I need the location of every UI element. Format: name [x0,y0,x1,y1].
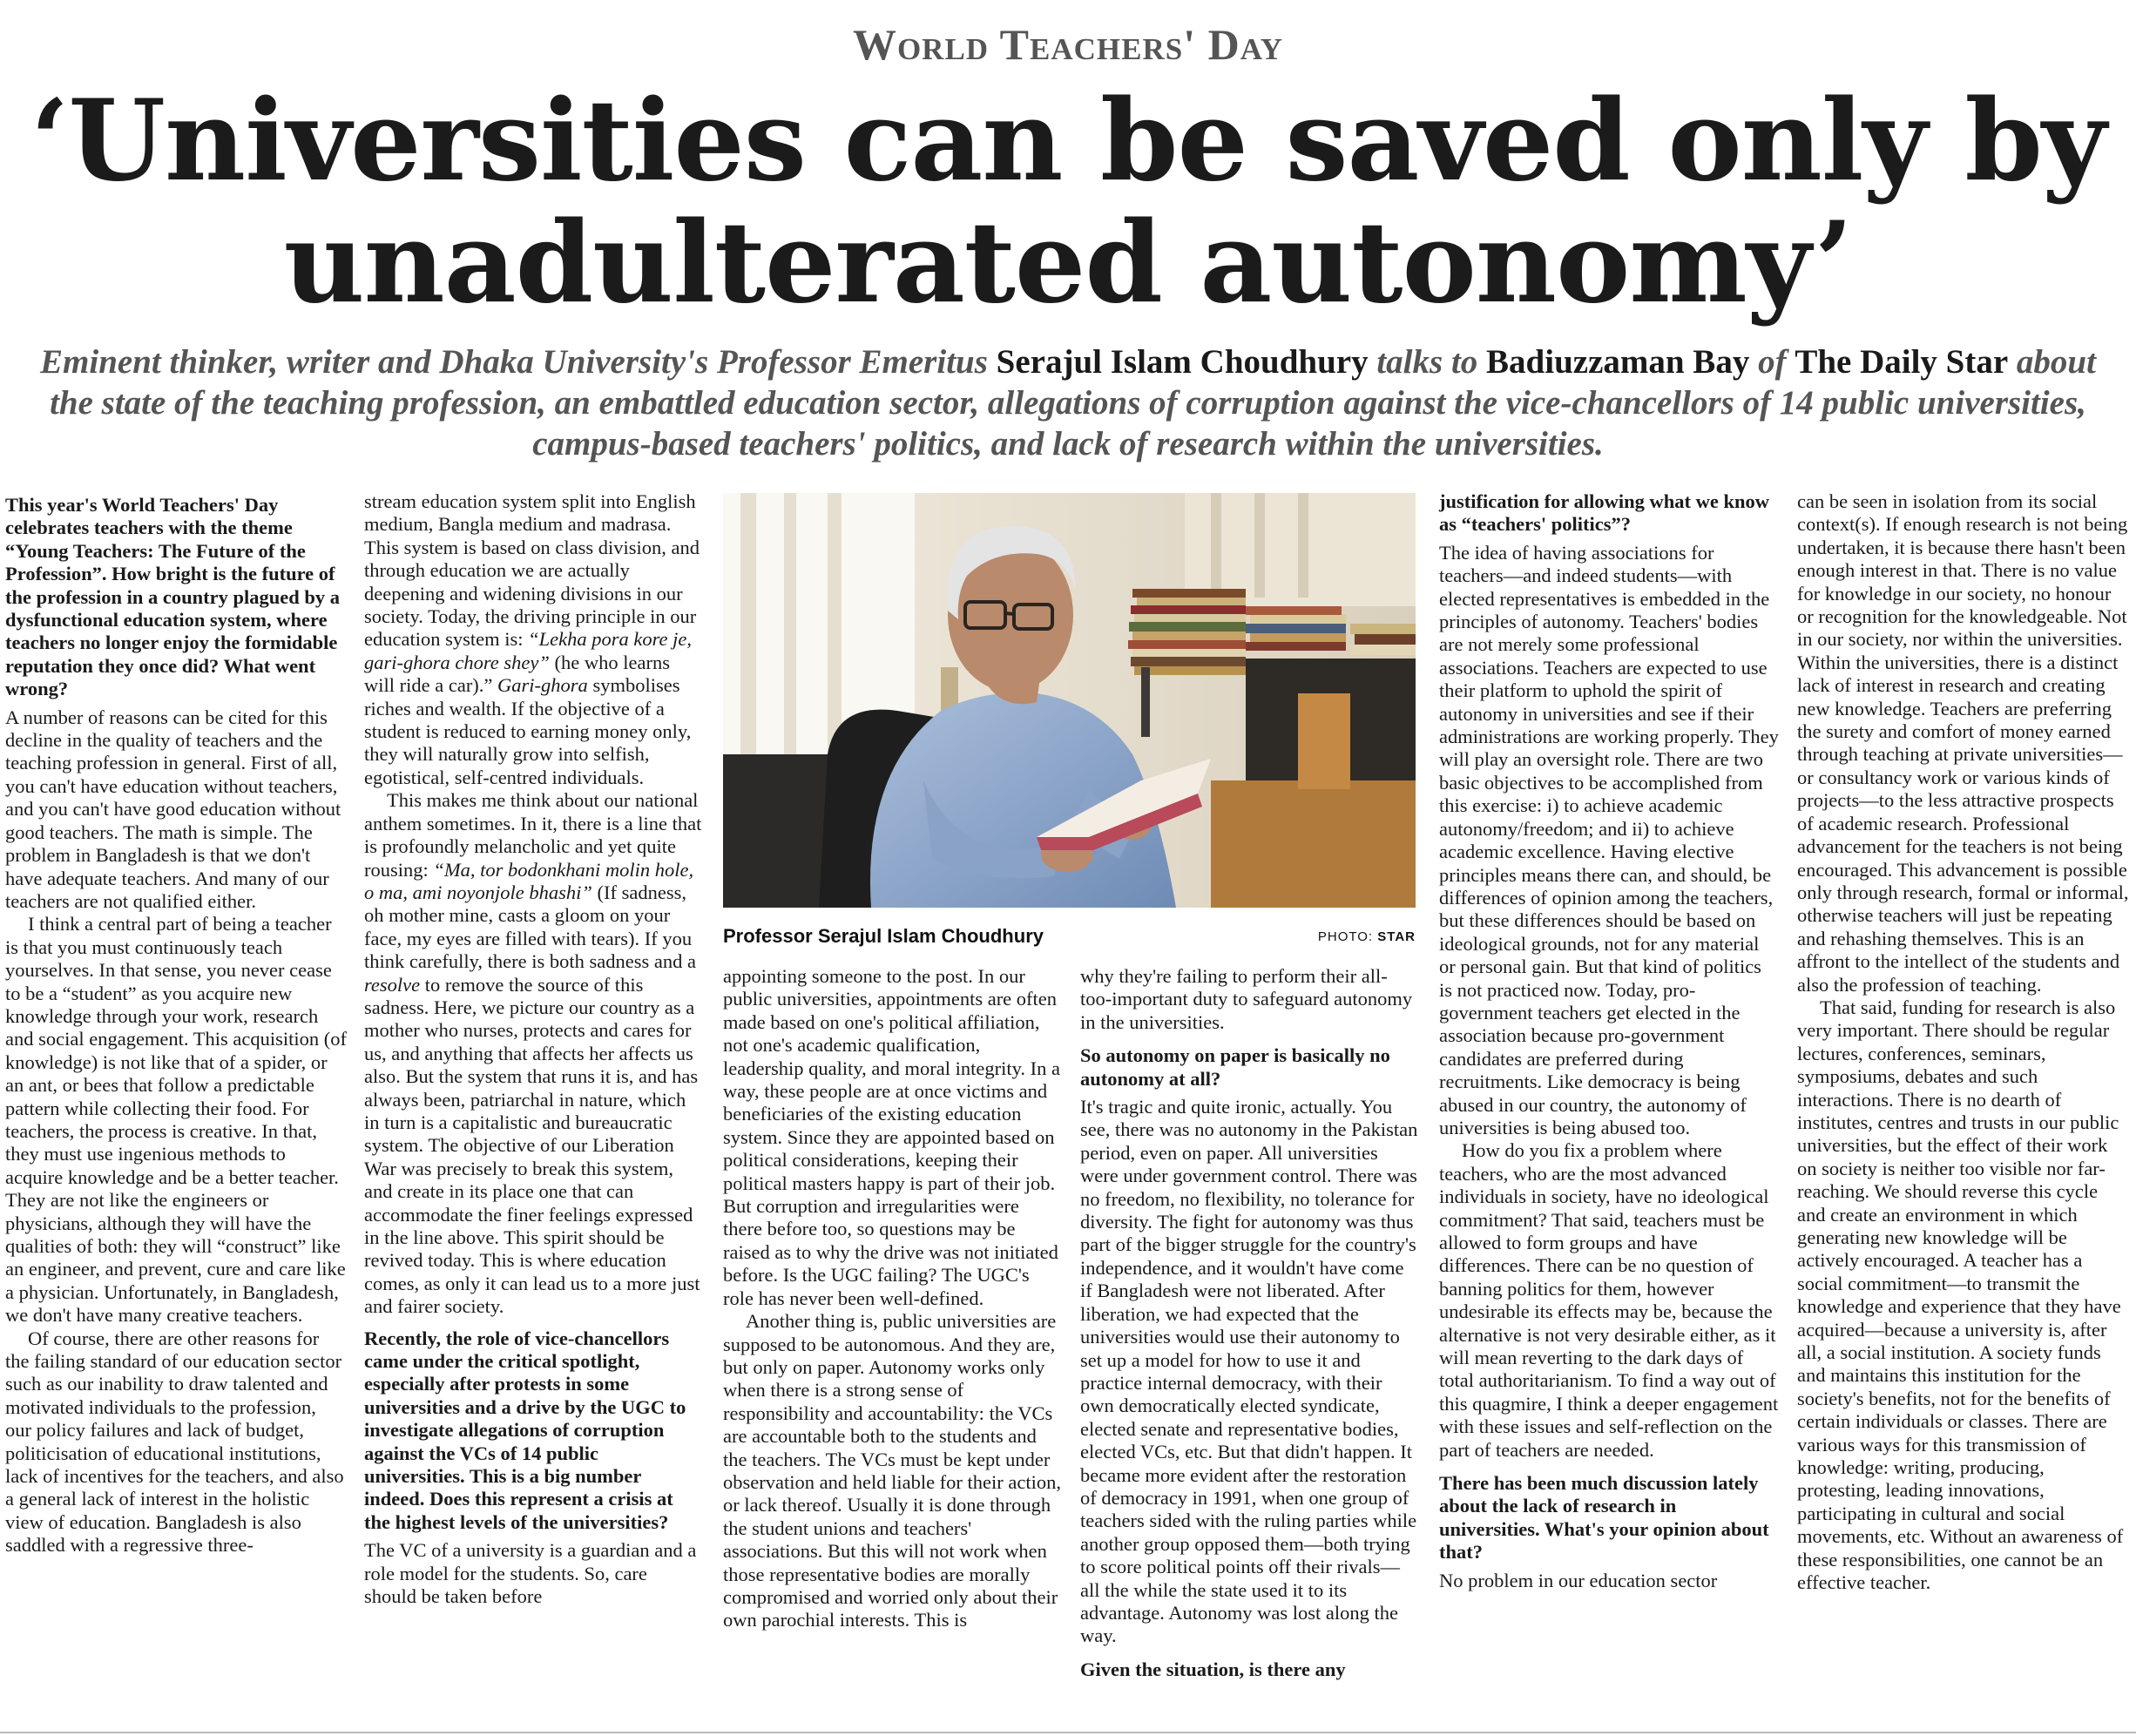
photo-credit-source: STAR [1377,929,1416,944]
paragraph: No problem in our education sector [1439,1569,1718,1591]
paragraph: A number of reasons can be cited for this decline in the quality of teachers and the teaching profession in general. First of all, you can't have education without teachers, and you can't have good education without good teachers. The math is simple. The problem in Bangladesh is that we don't have adequate teachers. And many of our teachers are not qualified either. [5,706,341,912]
paragraph: I think a central part of being a teacher is that you must continuously teach yourselves. In that sense, you never cease to be a “student” as you acquire new knowledge through your work, research and social engagement. This acquisition (of knowledge) is not like that of a spider, or an ant, or bees that follow a predictable pattern while collecting their food. For teachers, the process is creative. In that, they must use ingenious methods to acquire knowledge and be a better teacher. They are not like the engineers or physicians, although they will have the qualities of both: they will “construct” like an engineer, and prevent, cure and care like a physician. Unfortunately, in Bangladesh, we don't have many creative teachers. [5,913,347,1327]
interview-question: There has been much discussion lately about the lack of research in universities. What's your opinion about that? [1439,1472,1769,1564]
paragraph: The idea of having associations for teachers—and indeed students—with elected representatives is embedded in the principles of autonomy. Teachers' bodies are not merely some professional associations. Teachers are expected to use their platform to uphold the spirit of autonomy in universities and see if their administrations are working properly. They will play an oversight role. There are two basic objectives to be accomplished from this exercise: i) to achieve academic autonomy/freedom; and ii) to achieve academic excellence. Having elective principles means there can, and should, be differences of opinion among the teachers, but these differences should be based on ideological grounds, not for any material or personal gain. But that kind of politics is not practiced now. Today, pro-government teachers get elected in the association because pro-government candidates are preferred during recruitments. Like democracy is being abused in our country, the autonomy of universities is being abused too. [1439,541,1779,1138]
paragraph: appointing someone to the post. In our public universities, appointments are often made based on one's political affiliation, not one's academic qualification, leadership quality, and moral integrity. In a way, these people are at once victims and beneficiaries of the existing education system. Since they are appointed based on political considerations, keeping their political masters happy is part of their job. But corruption and irregularities were there before too, so questions may be raised as to why the drive was not initiated before. Is the UGC failing? The UGC's role has never been well-defined. [723,965,1060,1309]
photo-credit [1318,929,1416,944]
paragraph: why they're failing to perform their all-too-important duty to safeguard autonomy in the universities. [1080,965,1413,1033]
interviewer-name: Badiuzzaman Bay [1486,343,1750,381]
publication-name: The Daily Star [1795,343,2009,381]
standfirst-text: of [1749,343,1795,381]
paragraph: Of course, there are other reasons for the failing standard of our education sector such as our inability to draw talented and motivated individuals to the profession, our policy failures and lack of budget, politicisation of educational institutions, lack of incentives for the teachers, and also a general lack of interest in the holistic view of education. Bangladesh is also saddled with a regressive three- [5,1327,344,1557]
standfirst [17,341,2119,464]
headline [0,76,2136,328]
text: symbolises riches and wealth. If the objective of a student is reduced to earning money only, they will naturally grow into selfish, egotistical, self-centred individuals. [364,674,692,788]
article-column-6 [1797,490,2131,1595]
photo-caption-row [723,925,1416,951]
text: (he who learns will ride a car).” [364,651,670,697]
paragraph: The VC of a university is a guardian and a role model for the students. So, care should be taken before [364,1539,697,1608]
interview-question: Recently, the role of vice-chancellors came under the critical spotlight, especially after protests in some universities and a drive by the UGC to investigate allegations of corruption against the VCs of 14 public universities. This is a big number indeed. Does this represent a crisis at the highest levels of the universities? [364,1327,686,1533]
paragraph: can be seen in isolation from its social context(s). If enough research is not being undertaken, it is because there hasn't been enough interest in that. There is no value for knowledge in our society, no honour or recognition for the knowledgeable. Not in our society, nor within the universities. Within the universities, there is a distinct lack of interest in research and creating new knowledge. Teachers are preferring the surety and comfort of money earned through teaching at private universities—or consultancy work or various kinds of projects—to the less attractive prospects of academic research. Professional advancement for the teachers is not being encouraged. This advancement is possible only through research, formal or informal, otherwise teachers will just be repeating and rehashing themselves. This is an affront to the intellect of the students and also the profession of teaching. [1797,490,2129,996]
interview-question: justification for allowing what we know as “teachers' politics”? [1439,490,1769,536]
section-kicker: World Teachers' Day [852,20,1284,69]
standfirst-text: talks to [1368,343,1487,381]
text: (If sadness, oh mother mine, casts a gloom on your face, my eyes are filled with tears). If you think carefully, there is both sadness and a [364,881,696,973]
italic-quote: “Lekha pora kore je, gari-ghora chore shey” [364,628,692,673]
standfirst-text: Eminent thinker, writer and Dhaka University's Professor Emeritus [40,343,997,381]
text: to remove the source of this sadness. Here, we picture our country as a mother who nurses, protects and cares for us, and anything that affects her affects us also. But the system that runs it is, and has always been, patriarchal in nature, which in turn is a capitalistic and bureaucratic system. The objective of our Liberation War was precisely to break this system, and create in its place one that can accommodate the finer feelings expressed in the line above. This spirit should be revived today. This is where education comes, as only it can lead us to a more just and fairer society. [364,973,700,1318]
paragraph [364,789,702,1318]
text: This makes me think about our national anthem sometimes. In it, there is a line that is profoundly melancholic and yet quite rousing: [364,789,702,881]
article-column-5 [1439,490,1779,1592]
interviewee-name: Serajul Islam Choudhury [996,343,1369,381]
paragraph: That said, funding for research is also very important. There should be regular lectures, conferences, seminars, symposiums, debates and such interactions. There is no dearth of institutes, centres and trusts in our public universities, but the effect of their work on society is neither too visible nor far-reaching. We should reverse this cycle and create an environment in which generating new knowledge will be actively encouraged. A teacher has a social commitment—to transmit the knowledge and experience that they have acquired—because a university is, after all, a social institution. A society funds and maintains this institution for the society's benefits, not for the benefits of certain individuals or classes. There are various ways for this transmission of knowledge: writing, producing, protesting, leading innovations, participating in cultural and social movements, etc. Without an awareness of these responsibilities, one cannot be an effective teacher. [1797,996,2124,1594]
interview-question: Given the situation, is there any [1080,1658,1346,1680]
headline-line-2: unadulterated autonomy’ [283,198,1853,328]
portrait-photo [723,493,1416,908]
article-column-4 [1080,965,1418,1686]
text: stream education system split into English medium, Bangla medium and madrasa. This system is based on class division, and through education we are actually deepening and widening divisions in our society. Today, the driving principle in our education system is: [364,490,700,651]
interview-question: So autonomy on paper is basically no autonomy at all? [1080,1044,1390,1090]
photo-caption: Professor Serajul Islam Choudhury [723,925,1044,947]
paragraph [364,490,702,789]
photo-credit-label: PHOTO: [1317,929,1378,944]
paragraph: How do you fix a problem where teachers, who are the most advanced individuals in society, have no ideological commitment? That said, teachers must be allowed to form groups and have differences. There can be no question of banning politics for them, however undesirable its effects may be, because the alternative is not very desirable either, as it will mean reverting to the dark days of total authoritarianism. To find a way out of this quagmire, I think a deeper engagement with these issues and self-reflection on the part of teachers are needed. [1439,1139,1779,1461]
standfirst-text: about the state of the teaching profession, an embattled education sector, allegations of corruption against the vice-chancellors of 14 public universities, campus-based teachers' politics, and lack of research within the universities. [50,343,2096,463]
article-column-1 [5,490,347,1557]
paragraph: Another thing is, public universities are supposed to be autonomous. And they are, but only on paper. Autonomy works only when there is a strong sense of responsibility and accountability: the VCs are accountable both to the students and the teachers. The VCs must be kept under observation and held liable for their action, or lack thereof. Usually it is done through the student unions and teachers' associations. But this will not work when those representative bodies are morally compromised and worried only about their own parochial interests. This is [723,1310,1061,1631]
paragraph: It's tragic and quite ironic, actually. You see, there was no autonomy in the Pakistan period, even on paper. All universities were under government control. There was no freedom, no flexibility, no tolerance for diversity. The fight for autonomy was thus part of the bigger struggle for the country's independence, and it wouldn't have come if Bangladesh were not liberated. After liberation, we had expected that the universities would use their autonomy to set up a model for how to use it and practice internal democracy, with their own democratically elected syndicate, elected senate and representative bodies, elected VCs, etc. But that didn't happen. It became more evident after the restoration of democracy in 1991, when one group of teachers sided with the ruling parties while another group opposed them—both trying to score political points off their rivals—all the while the state used it to its advantage. Autonomy was lost along the way. [1080,1096,1418,1647]
italic-quote: “Ma, tor bodonkhani molin hole, o ma, ami noyonjole bhashi” [364,858,694,903]
italic-term: resolve [364,973,421,996]
article-column-3 [723,965,1061,1632]
photo-image [723,493,1416,908]
headline-line-1: ‘Universities can be saved only by [30,76,2106,206]
article-column-2 [364,490,702,1609]
interview-question: This year's World Teachers' Day celebrates teachers with the theme “Young Teachers: The Future of the Profession”. How bright is the future of the profession in a country plagued by a dysfunctional education system, where teachers no longer enjoy the formidable reputation they once did? What went wrong? [5,494,341,700]
bottom-rule [0,1732,2136,1733]
italic-term: Gari-ghora [497,674,588,697]
